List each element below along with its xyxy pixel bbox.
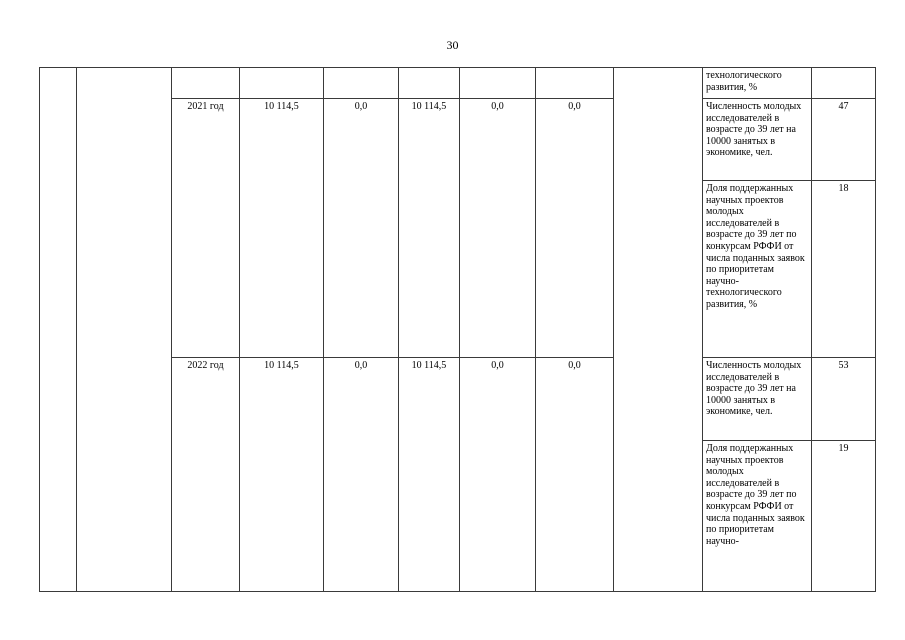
page-number: 30 bbox=[446, 38, 459, 52]
indicator-value: 18 bbox=[812, 181, 876, 358]
table-row bbox=[40, 68, 876, 99]
cell-total bbox=[240, 68, 324, 99]
cell-col4: 10 114,5 bbox=[399, 358, 460, 592]
cell-col6 bbox=[536, 68, 614, 99]
cell-col5: 0,0 bbox=[460, 358, 536, 592]
cell-year bbox=[172, 68, 240, 99]
cell-number bbox=[40, 68, 77, 592]
cell-col4: 10 114,5 bbox=[399, 99, 460, 358]
indicator-name: Численность молодых исследователей в возрасте до 39 лет на 10000 занятых в экономике, чел. bbox=[703, 358, 812, 441]
cell-total: 10 114,5 bbox=[240, 358, 324, 592]
cell-col6: 0,0 bbox=[536, 99, 614, 358]
indicator-name: технологического развития, % bbox=[703, 68, 812, 99]
cell-executor bbox=[614, 68, 703, 592]
cell-col6: 0,0 bbox=[536, 358, 614, 592]
cell-total: 10 114,5 bbox=[240, 99, 324, 358]
cell-col3: 0,0 bbox=[324, 358, 399, 592]
indicator-name: Численность молодых исследователей в возрасте до 39 лет на 10000 занятых в экономике, чел. bbox=[703, 99, 812, 181]
indicator-value: 47 bbox=[812, 99, 876, 181]
cell-col4 bbox=[399, 68, 460, 99]
indicator-name: Доля поддержанных научных проектов молодых исследователей в возрасте до 39 лет по конкурсам РФФИ от числа поданных заявок по приоритетам научно-технологического развития, % bbox=[703, 181, 812, 358]
cell-name bbox=[77, 68, 172, 592]
indicator-name: Доля поддержанных научных проектов молодых исследователей в возрасте до 39 лет по конкурсам РФФИ от числа поданных заявок по приоритетам научно- bbox=[703, 441, 812, 592]
indicator-value: 53 bbox=[812, 358, 876, 441]
indicator-value bbox=[812, 68, 876, 99]
indicator-value: 19 bbox=[812, 441, 876, 592]
cell-year: 2021 год bbox=[172, 99, 240, 358]
cell-col3 bbox=[324, 68, 399, 99]
program-table bbox=[39, 67, 876, 592]
cell-col5 bbox=[460, 68, 536, 99]
cell-col5: 0,0 bbox=[460, 99, 536, 358]
cell-col3: 0,0 bbox=[324, 99, 399, 358]
cell-year: 2022 год bbox=[172, 358, 240, 592]
